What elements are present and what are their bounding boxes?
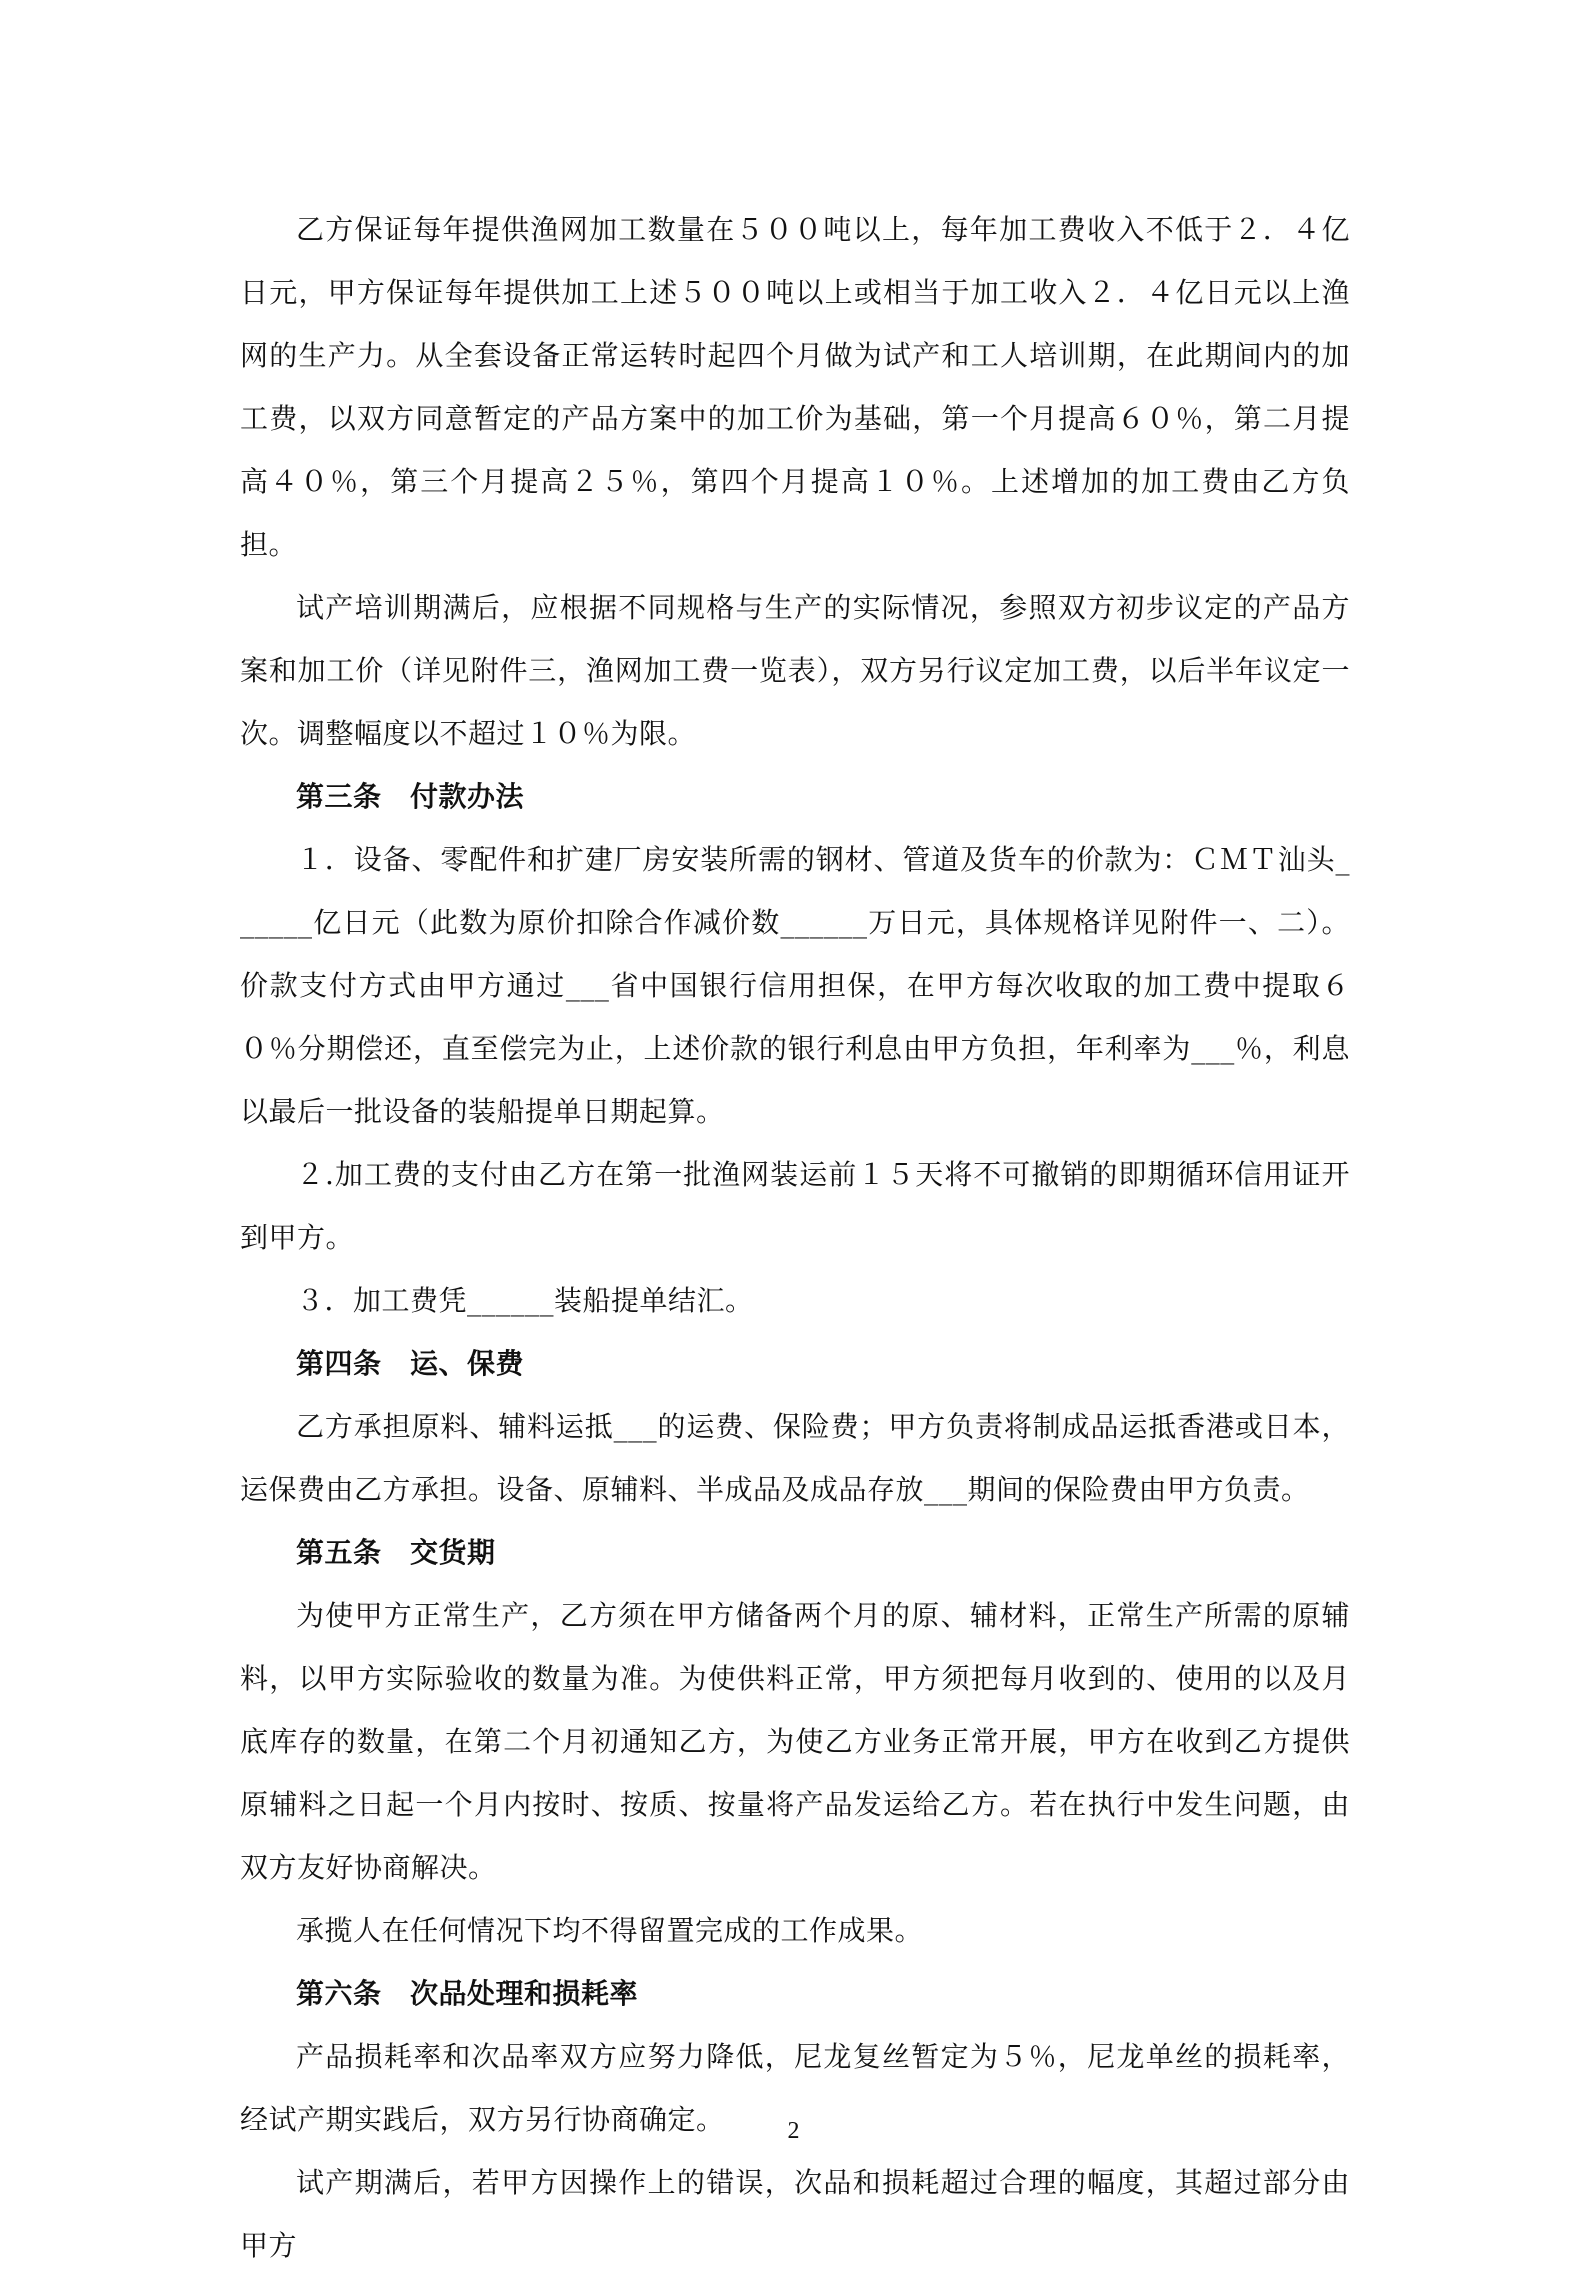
page-number: 2: [787, 2118, 800, 2144]
paragraph-no-lien: 承揽人在任何情况下均不得留置完成的工作成果。: [296, 1914, 924, 1947]
section-heading-article-5: 第五条 交货期: [296, 1536, 496, 1569]
paragraph-payment-item-3: ３．加工费凭______装船提单结汇。: [296, 1284, 754, 1317]
page-body: [240, 198, 1350, 2277]
paragraph-after-trial: 试产期满后，若甲方因操作上的错误，次品和损耗超过合理的幅度，其超过部分由甲方: [240, 2166, 1350, 2262]
paragraph-payment-item-2: ２.加工费的支付由乙方在第一批渔网装运前１５天将不可撤销的即期循环信用证开到甲方。: [240, 1158, 1350, 1254]
section-heading-article-6: 第六条 次品处理和损耗率: [296, 1977, 639, 2010]
paragraph-freight-insurance: 乙方承担原料、辅料运抵___的运费、保险费；甲方负责将制成品运抵香港或日本，运保费由乙方承担。设备、原辅料、半成品及成品存放___期间的保险费由甲方负责。: [240, 1410, 1350, 1506]
section-heading-article-4: 第四条 运、保费: [296, 1347, 525, 1380]
paragraph-fee-adjustment: 试产培训期满后，应根据不同规格与生产的实际情况，参照双方初步议定的产品方案和加工价（详见附件三，渔网加工费一览表），双方另行议定加工费，以后半年议定一次。调整幅度以不超过１０％为限。: [240, 591, 1350, 750]
paragraph-payment-item-1: １．设备、零配件和扩建厂房安装所需的钢材、管道及货车的价款为：ＣＭＴ汕头______亿日元（此数为原价扣除合作减价数______万日元，具体规格详见附件一、二）。价款支付方式由甲方通过___省中国银行信用担保，在甲方每次收取的加工费中提取６０％分期偿还，直至偿完为止，上述价款的银行利息由甲方负担，年利率为___％，利息以最后一批设备的装船提单日期起算。: [240, 843, 1350, 1128]
paragraph-loss-rate: 产品损耗率和次品率双方应努力降低，尼龙复丝暂定为５％，尼龙单丝的损耗率，经试产期实践后，双方另行协商确定。: [240, 2040, 1350, 2136]
paragraph-delivery-period: 为使甲方正常生产，乙方须在甲方储备两个月的原、辅材料，正常生产所需的原辅料，以甲方实际验收的数量为准。为使供料正常，甲方须把每月收到的、使用的以及月底库存的数量，在第二个月初通知乙方，为使乙方业务正常开展，甲方在收到乙方提供原辅料之日起一个月内按时、按质、按量将产品发运给乙方。若在执行中发生问题，由双方友好协商解决。: [240, 1599, 1350, 1884]
section-heading-article-3: 第三条 付款办法: [296, 780, 525, 813]
paragraph-processing-volume: 乙方保证每年提供渔网加工数量在５００吨以上，每年加工费收入不低于２．４亿日元，甲方保证每年提供加工上述５００吨以上或相当于加工收入２．４亿日元以上渔网的生产力。从全套设备正常运转时起四个月做为试产和工人培训期，在此期间内的加工费，以双方同意暂定的产品方案中的加工价为基础，第一个月提高６０％，第二月提高４０％，第三个月提高２５％，第四个月提高１０％。上述增加的加工费由乙方负担。: [240, 213, 1350, 561]
